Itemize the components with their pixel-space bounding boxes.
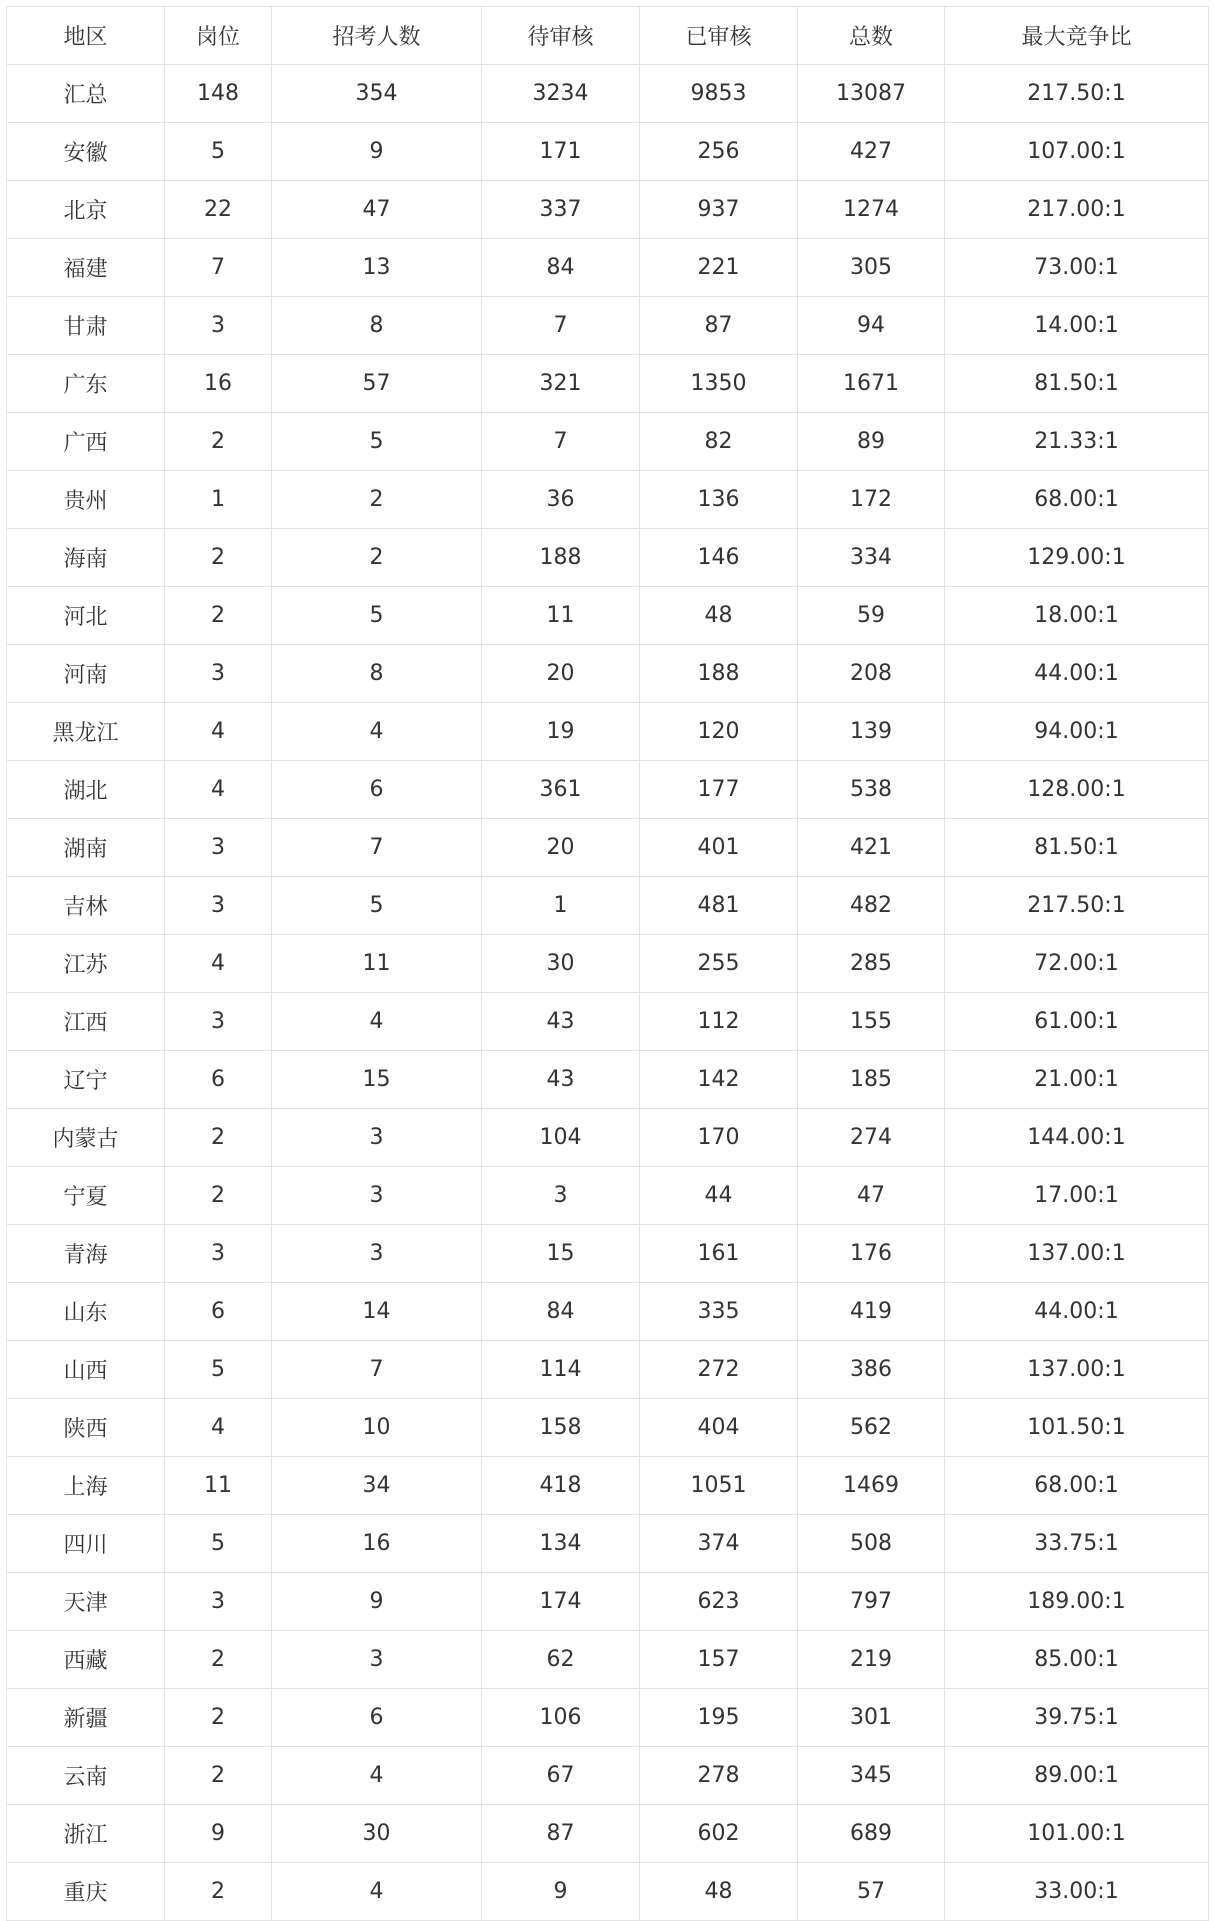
cell-pending: 11 [482,587,640,645]
cell-region: 福建 [7,239,165,297]
cell-max-ratio: 128.00:1 [945,761,1209,819]
cell-approved: 142 [640,1051,798,1109]
cell-recruit-count: 15 [272,1051,482,1109]
cell-recruit-count: 8 [272,645,482,703]
cell-max-ratio: 217.50:1 [945,65,1209,123]
cell-region: 广东 [7,355,165,413]
cell-positions: 2 [165,1863,272,1921]
cell-approved: 188 [640,645,798,703]
cell-approved: 272 [640,1341,798,1399]
cell-max-ratio: 44.00:1 [945,1283,1209,1341]
header-pending: 待审核 [482,7,640,65]
cell-total: 345 [798,1747,945,1805]
cell-approved: 136 [640,471,798,529]
cell-approved: 120 [640,703,798,761]
cell-max-ratio: 189.00:1 [945,1573,1209,1631]
cell-positions: 3 [165,993,272,1051]
cell-pending: 7 [482,297,640,355]
cell-approved: 44 [640,1167,798,1225]
cell-pending: 84 [482,239,640,297]
cell-max-ratio: 44.00:1 [945,645,1209,703]
cell-max-ratio: 72.00:1 [945,935,1209,993]
cell-approved: 9853 [640,65,798,123]
cell-approved: 195 [640,1689,798,1747]
header-recruit-count: 招考人数 [272,7,482,65]
cell-max-ratio: 101.50:1 [945,1399,1209,1457]
cell-pending: 171 [482,123,640,181]
cell-max-ratio: 81.50:1 [945,819,1209,877]
table-row [7,65,1209,123]
cell-total: 689 [798,1805,945,1863]
cell-total: 508 [798,1515,945,1573]
cell-total: 427 [798,123,945,181]
cell-pending: 174 [482,1573,640,1631]
cell-recruit-count: 7 [272,1341,482,1399]
cell-pending: 7 [482,413,640,471]
cell-total: 797 [798,1573,945,1631]
cell-pending: 19 [482,703,640,761]
cell-recruit-count: 47 [272,181,482,239]
cell-recruit-count: 8 [272,297,482,355]
cell-recruit-count: 3 [272,1167,482,1225]
cell-region: 吉林 [7,877,165,935]
cell-recruit-count: 5 [272,587,482,645]
cell-region: 四川 [7,1515,165,1573]
cell-positions: 16 [165,355,272,413]
cell-total: 47 [798,1167,945,1225]
cell-region: 新疆 [7,1689,165,1747]
cell-recruit-count: 3 [272,1109,482,1167]
cell-max-ratio: 85.00:1 [945,1631,1209,1689]
cell-max-ratio: 61.00:1 [945,993,1209,1051]
cell-positions: 3 [165,1573,272,1631]
cell-pending: 337 [482,181,640,239]
cell-pending: 20 [482,819,640,877]
cell-region: 重庆 [7,1863,165,1921]
cell-recruit-count: 2 [272,529,482,587]
cell-positions: 4 [165,935,272,993]
cell-approved: 374 [640,1515,798,1573]
cell-positions: 2 [165,1109,272,1167]
cell-approved: 82 [640,413,798,471]
cell-recruit-count: 30 [272,1805,482,1863]
cell-max-ratio: 21.00:1 [945,1051,1209,1109]
table-row [7,1631,1209,1689]
cell-region: 陕西 [7,1399,165,1457]
cell-positions: 2 [165,587,272,645]
cell-max-ratio: 18.00:1 [945,587,1209,645]
cell-approved: 937 [640,181,798,239]
cell-recruit-count: 4 [272,993,482,1051]
cell-recruit-count: 4 [272,1863,482,1921]
cell-max-ratio: 107.00:1 [945,123,1209,181]
cell-region: 黑龙江 [7,703,165,761]
cell-approved: 146 [640,529,798,587]
table-row [7,877,1209,935]
table-row [7,355,1209,413]
cell-max-ratio: 144.00:1 [945,1109,1209,1167]
cell-total: 89 [798,413,945,471]
cell-region: 河北 [7,587,165,645]
cell-region: 内蒙古 [7,1109,165,1167]
table-row [7,1399,1209,1457]
cell-positions: 7 [165,239,272,297]
cell-max-ratio: 81.50:1 [945,355,1209,413]
cell-positions: 22 [165,181,272,239]
cell-recruit-count: 9 [272,123,482,181]
table-row [7,239,1209,297]
cell-positions: 2 [165,1631,272,1689]
cell-region: 青海 [7,1225,165,1283]
cell-region: 西藏 [7,1631,165,1689]
cell-approved: 335 [640,1283,798,1341]
cell-max-ratio: 14.00:1 [945,297,1209,355]
header-approved: 已审核 [640,7,798,65]
cell-recruit-count: 6 [272,761,482,819]
cell-pending: 43 [482,1051,640,1109]
table-row [7,471,1209,529]
cell-approved: 278 [640,1747,798,1805]
cell-max-ratio: 137.00:1 [945,1225,1209,1283]
cell-total: 301 [798,1689,945,1747]
cell-positions: 2 [165,1167,272,1225]
cell-positions: 2 [165,1747,272,1805]
cell-max-ratio: 21.33:1 [945,413,1209,471]
cell-recruit-count: 6 [272,1689,482,1747]
cell-region: 甘肃 [7,297,165,355]
cell-approved: 112 [640,993,798,1051]
cell-region: 宁夏 [7,1167,165,1225]
cell-total: 482 [798,877,945,935]
cell-positions: 148 [165,65,272,123]
cell-total: 305 [798,239,945,297]
cell-total: 185 [798,1051,945,1109]
table-row [7,1225,1209,1283]
table-row [7,1051,1209,1109]
cell-recruit-count: 11 [272,935,482,993]
cell-total: 386 [798,1341,945,1399]
cell-positions: 3 [165,877,272,935]
header-max-ratio: 最大竞争比 [945,7,1209,65]
table-row [7,1109,1209,1167]
cell-total: 562 [798,1399,945,1457]
cell-recruit-count: 354 [272,65,482,123]
cell-positions: 4 [165,761,272,819]
cell-pending: 104 [482,1109,640,1167]
cell-total: 94 [798,297,945,355]
cell-recruit-count: 3 [272,1225,482,1283]
cell-positions: 11 [165,1457,272,1515]
table-header [7,7,1209,65]
cell-pending: 15 [482,1225,640,1283]
cell-recruit-count: 9 [272,1573,482,1631]
header-row [7,7,1209,65]
table-row [7,181,1209,239]
cell-max-ratio: 68.00:1 [945,471,1209,529]
table-row [7,1167,1209,1225]
cell-positions: 4 [165,1399,272,1457]
cell-max-ratio: 217.50:1 [945,877,1209,935]
cell-pending: 87 [482,1805,640,1863]
table-row [7,1283,1209,1341]
cell-pending: 134 [482,1515,640,1573]
table-row [7,413,1209,471]
cell-total: 1671 [798,355,945,413]
cell-pending: 84 [482,1283,640,1341]
header-region: 地区 [7,7,165,65]
cell-region: 山西 [7,1341,165,1399]
cell-pending: 20 [482,645,640,703]
cell-total: 59 [798,587,945,645]
cell-total: 285 [798,935,945,993]
cell-recruit-count: 13 [272,239,482,297]
cell-region: 山东 [7,1283,165,1341]
cell-approved: 157 [640,1631,798,1689]
table-row [7,1573,1209,1631]
cell-region: 湖北 [7,761,165,819]
cell-pending: 361 [482,761,640,819]
cell-pending: 43 [482,993,640,1051]
cell-approved: 221 [640,239,798,297]
cell-total: 172 [798,471,945,529]
cell-recruit-count: 2 [272,471,482,529]
cell-region: 江西 [7,993,165,1051]
cell-recruit-count: 5 [272,413,482,471]
cell-positions: 5 [165,1341,272,1399]
cell-approved: 161 [640,1225,798,1283]
cell-recruit-count: 3 [272,1631,482,1689]
cell-region: 上海 [7,1457,165,1515]
table-row [7,123,1209,181]
cell-recruit-count: 10 [272,1399,482,1457]
cell-region: 北京 [7,181,165,239]
cell-total: 538 [798,761,945,819]
cell-region: 天津 [7,1573,165,1631]
cell-total: 57 [798,1863,945,1921]
cell-region: 海南 [7,529,165,587]
header-positions: 岗位 [165,7,272,65]
table-row [7,1341,1209,1399]
cell-region: 湖南 [7,819,165,877]
cell-max-ratio: 217.00:1 [945,181,1209,239]
cell-positions: 1 [165,471,272,529]
table-row [7,1457,1209,1515]
cell-positions: 3 [165,819,272,877]
cell-positions: 5 [165,123,272,181]
cell-positions: 9 [165,1805,272,1863]
cell-max-ratio: 17.00:1 [945,1167,1209,1225]
table-row [7,1805,1209,1863]
cell-max-ratio: 89.00:1 [945,1747,1209,1805]
cell-pending: 188 [482,529,640,587]
cell-max-ratio: 73.00:1 [945,239,1209,297]
cell-total: 421 [798,819,945,877]
cell-pending: 321 [482,355,640,413]
cell-approved: 170 [640,1109,798,1167]
table-row [7,1689,1209,1747]
cell-positions: 3 [165,1225,272,1283]
cell-approved: 256 [640,123,798,181]
cell-positions: 3 [165,645,272,703]
cell-pending: 418 [482,1457,640,1515]
cell-recruit-count: 7 [272,819,482,877]
cell-pending: 67 [482,1747,640,1805]
cell-max-ratio: 33.00:1 [945,1863,1209,1921]
cell-positions: 6 [165,1051,272,1109]
table-body [7,65,1209,1921]
cell-approved: 177 [640,761,798,819]
cell-total: 1274 [798,181,945,239]
cell-positions: 4 [165,703,272,761]
cell-approved: 481 [640,877,798,935]
cell-approved: 401 [640,819,798,877]
cell-pending: 9 [482,1863,640,1921]
table-row [7,1863,1209,1921]
cell-max-ratio: 137.00:1 [945,1341,1209,1399]
cell-positions: 2 [165,529,272,587]
cell-pending: 3234 [482,65,640,123]
cell-total: 13087 [798,65,945,123]
cell-recruit-count: 4 [272,703,482,761]
cell-pending: 30 [482,935,640,993]
cell-pending: 3 [482,1167,640,1225]
cell-region: 贵州 [7,471,165,529]
cell-total: 1469 [798,1457,945,1515]
table-row [7,703,1209,761]
header-total: 总数 [798,7,945,65]
cell-region: 浙江 [7,1805,165,1863]
cell-pending: 62 [482,1631,640,1689]
cell-region: 江苏 [7,935,165,993]
cell-approved: 602 [640,1805,798,1863]
cell-region: 安徽 [7,123,165,181]
cell-positions: 6 [165,1283,272,1341]
table-row [7,645,1209,703]
table-row [7,993,1209,1051]
cell-max-ratio: 129.00:1 [945,529,1209,587]
cell-max-ratio: 33.75:1 [945,1515,1209,1573]
cell-region: 云南 [7,1747,165,1805]
cell-total: 155 [798,993,945,1051]
cell-region: 广西 [7,413,165,471]
cell-max-ratio: 39.75:1 [945,1689,1209,1747]
cell-region: 辽宁 [7,1051,165,1109]
cell-region: 汇总 [7,65,165,123]
cell-approved: 1350 [640,355,798,413]
cell-max-ratio: 94.00:1 [945,703,1209,761]
cell-total: 139 [798,703,945,761]
cell-approved: 87 [640,297,798,355]
cell-recruit-count: 34 [272,1457,482,1515]
cell-total: 219 [798,1631,945,1689]
cell-pending: 1 [482,877,640,935]
cell-approved: 1051 [640,1457,798,1515]
cell-approved: 404 [640,1399,798,1457]
cell-total: 419 [798,1283,945,1341]
cell-approved: 48 [640,1863,798,1921]
cell-recruit-count: 16 [272,1515,482,1573]
table-row [7,761,1209,819]
cell-approved: 623 [640,1573,798,1631]
cell-pending: 114 [482,1341,640,1399]
cell-total: 334 [798,529,945,587]
cell-positions: 2 [165,1689,272,1747]
cell-positions: 3 [165,297,272,355]
table-container [6,6,1208,1921]
table-row [7,529,1209,587]
cell-total: 208 [798,645,945,703]
cell-total: 176 [798,1225,945,1283]
table-row [7,297,1209,355]
cell-approved: 255 [640,935,798,993]
cell-pending: 106 [482,1689,640,1747]
table-row [7,819,1209,877]
cell-approved: 48 [640,587,798,645]
cell-positions: 2 [165,413,272,471]
cell-positions: 5 [165,1515,272,1573]
table-row [7,1515,1209,1573]
cell-max-ratio: 101.00:1 [945,1805,1209,1863]
table-row [7,1747,1209,1805]
table-row [7,587,1209,645]
cell-total: 274 [798,1109,945,1167]
cell-pending: 36 [482,471,640,529]
cell-recruit-count: 5 [272,877,482,935]
cell-pending: 158 [482,1399,640,1457]
cell-recruit-count: 14 [272,1283,482,1341]
cell-recruit-count: 4 [272,1747,482,1805]
table-row [7,935,1209,993]
cell-recruit-count: 57 [272,355,482,413]
cell-max-ratio: 68.00:1 [945,1457,1209,1515]
recruitment-stats-table [6,6,1209,1921]
cell-region: 河南 [7,645,165,703]
